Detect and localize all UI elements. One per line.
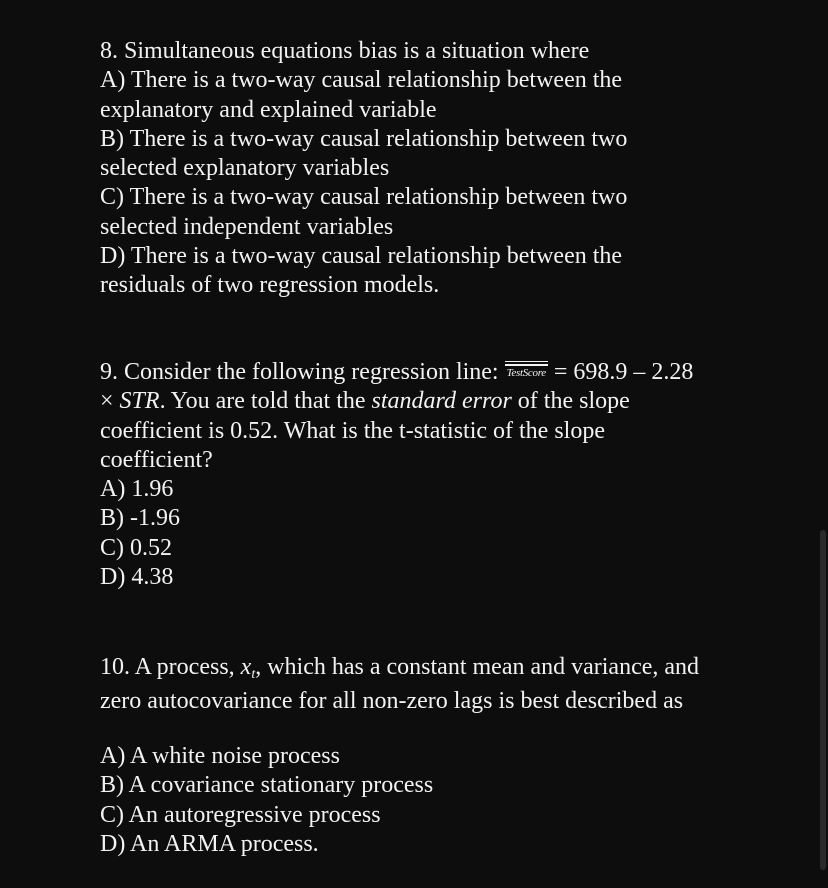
q8-option-c-line2: selected independent variables [100,213,394,240]
question-8 [100,37,750,301]
q8-stem: 8. Simultaneous equations bias is a situation where [100,38,590,64]
q8-option-a-line2: explanatory and explained variable [100,96,437,123]
q10-option-c: C) An autoregressive process [100,801,381,828]
q9-option-a: A) 1.96 [100,476,174,503]
question-9 [100,358,750,592]
q9-stem-start: 9. Consider the following regression line: [100,359,505,385]
q9-option-c: C) 0.52 [100,534,172,561]
question-10 [100,650,750,859]
q8-option-d-line2: residuals of two regression models. [100,272,440,299]
q9-stem-line3: coefficient is 0.52. What is the t-statistic of the slope [100,417,605,444]
q9-stem-line2 [100,387,750,416]
q8-option-c-line1: C) There is a two-way causal relationship between two [100,184,628,211]
q9-stem-line1 [100,358,750,387]
var-t-subscript: t [251,667,256,682]
times-sign: × [100,388,120,415]
q8-option-a-line1: A) There is a two-way causal relationship between the [100,67,623,94]
q9-option-b: B) -1.96 [100,505,180,532]
q10-options [100,742,750,859]
q8-option-b-line2: selected explanatory variables [100,155,390,182]
q10-stem-b: , which has a constant mean and variance, and [255,654,700,680]
var-x: x [240,654,252,680]
q8-option-d-line1: D) There is a two-way causal relationship between the [100,243,623,270]
q9-stem-line4: coefficient? [100,446,213,473]
q10-stem-line2: zero autocovariance for all non-zero lags is best described as [100,688,684,714]
q9-option-d: D) 4.38 [100,564,174,591]
testscore-hat: TestScore [505,364,548,379]
q8-option-b-line1: B) There is a two-way causal relationship between two [100,125,628,152]
q9-of-slope: of the slope [511,388,630,415]
q10-option-b: B) A covariance stationary process [100,772,434,799]
q10-stem [100,650,750,718]
scrollbar[interactable] [820,530,826,870]
q10-stem-a: 10. A process, [100,654,241,680]
q9-told: . You are told that the [159,388,372,415]
standard-error-term: standard error [371,388,512,415]
q10-stem-line1 [100,650,750,684]
q10-option-d: D) An ARMA process. [100,830,319,857]
q10-option-a: A) A white noise process [100,743,340,769]
q9-stem-equation: = 698.9 – 2.28 [547,359,694,385]
str-variable: STR [119,388,160,415]
